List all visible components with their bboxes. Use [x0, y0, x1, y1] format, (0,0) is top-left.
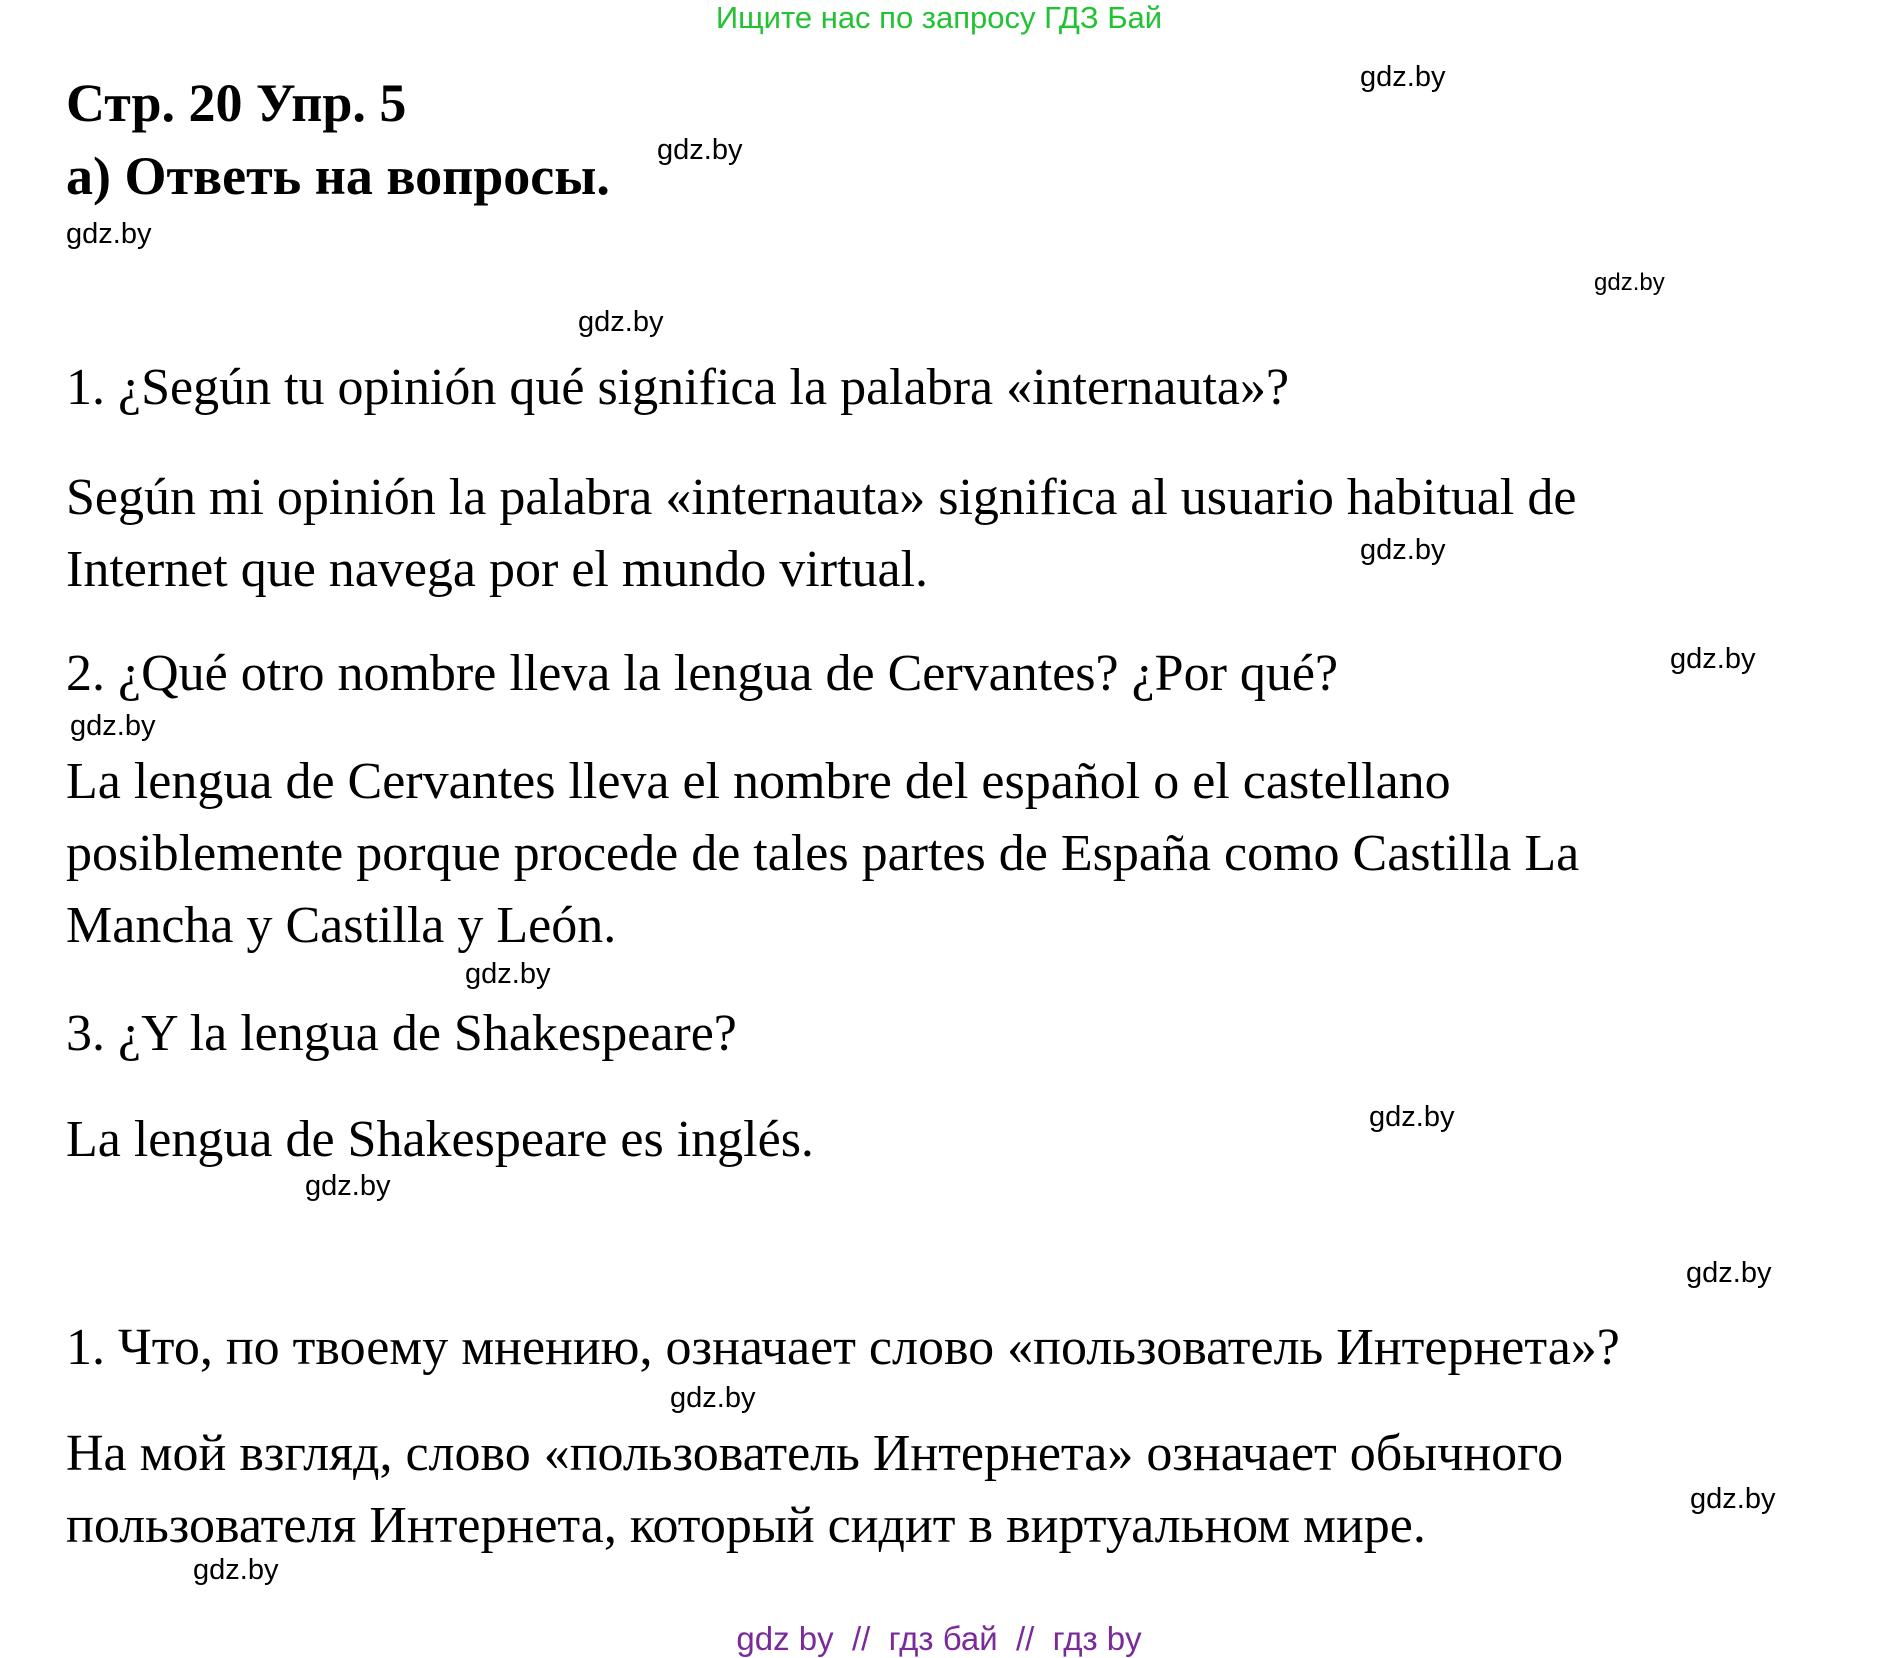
- answer-2-line-1: La lengua de Cervantes lleva el nombre del español o el castellano: [66, 753, 1451, 810]
- question-3: 3. ¿Y la lengua de Shakespeare?: [66, 1005, 737, 1062]
- watermark: gdz.by: [1360, 61, 1446, 93]
- watermark: gdz.by: [1594, 269, 1665, 296]
- translation-question-1: 1. Что, по твоему мнению, означает слово «пользователь Интернета»?: [66, 1319, 1620, 1376]
- question-2: 2. ¿Qué otro nombre lleva la lengua de Cervantes? ¿Por qué?: [66, 645, 1339, 702]
- task-subtitle: а) Ответь на вопросы.: [66, 146, 610, 206]
- page-title: Стр. 20 Упр. 5: [66, 73, 407, 133]
- watermark: gdz.by: [193, 1554, 279, 1586]
- answer-2-line-3: Mancha y Castilla y León.: [66, 897, 617, 954]
- watermark: gdz.by: [1360, 534, 1446, 566]
- translation-answer-line-1: На мой взгляд, слово «пользователь Интернета» означает обычного: [66, 1425, 1564, 1482]
- footer-links: gdz by // гдз бай // гдз by: [736, 1620, 1142, 1657]
- watermark: gdz.by: [670, 1382, 756, 1414]
- answer-3-line-1: La lengua de Shakespeare es inglés.: [66, 1111, 814, 1168]
- answer-2-line-2: posiblemente porque procede de tales partes de España como Castilla La: [66, 825, 1580, 882]
- answer-1-line-2: Internet que navega por el mundo virtual.: [66, 541, 929, 598]
- watermark: gdz.by: [1369, 1101, 1455, 1133]
- question-1: 1. ¿Según tu opinión qué significa la palabra «internauta»?: [66, 359, 1290, 416]
- answer-1-line-1: Según mi opinión la palabra «internauta» significa al usuario habitual de: [66, 469, 1577, 526]
- watermark: gdz.by: [305, 1170, 391, 1202]
- watermark: gdz.by: [657, 134, 743, 166]
- translation-answer-line-2: пользователя Интернета, который сидит в виртуальном мире.: [66, 1497, 1426, 1554]
- watermark: gdz.by: [70, 710, 156, 742]
- watermark: gdz.by: [465, 958, 551, 990]
- watermark: gdz.by: [1690, 1483, 1776, 1515]
- watermark: gdz.by: [1670, 643, 1756, 675]
- watermark: gdz.by: [578, 306, 664, 338]
- watermark: gdz.by: [1686, 1257, 1772, 1289]
- watermark: gdz.by: [66, 218, 152, 250]
- top-banner: Ищите нас по запросу ГДЗ Бай: [715, 0, 1163, 35]
